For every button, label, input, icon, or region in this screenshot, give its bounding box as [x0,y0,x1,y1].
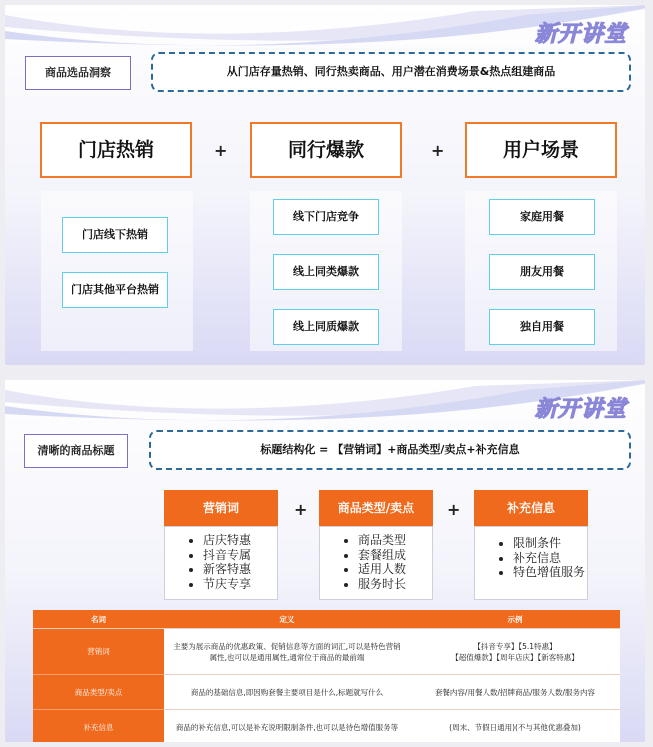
brand-logo: 新开讲堂 [534,397,627,422]
table-header-row [33,610,620,629]
example-cell: (周末、节假日通用)(不与其他优惠叠加) [410,710,620,743]
table-row [33,675,620,710]
list-item: • 补充信息 [513,551,587,566]
card-list [474,526,588,600]
section-tag: 清晰的商品标题 [24,434,128,468]
plus-sign: + [447,500,461,519]
sub-item: 门店线下热销 [62,217,168,253]
plus-sign: + [294,500,308,519]
example-line: 【超值爆款】【周年店庆】【新客特惠】 [451,652,579,662]
brand-logo: 新开讲堂 [534,22,627,47]
list-item: • 抖音专属 [203,548,277,563]
category-competitor-hit: 同行爆款 [250,122,402,178]
example-line: 【抖音专享】【5.1特惠】 [473,641,557,651]
sub-item: 线上同质爆款 [273,309,379,345]
category-store-hot: 门店热销 [40,122,192,178]
sub-item: 门店其他平台热销 [62,272,168,308]
card-header: 补充信息 [474,490,588,526]
card-list [319,526,433,600]
sub-item: 线上同类爆款 [273,254,379,290]
card-header: 商品类型/卖点 [319,490,433,526]
list-item: • 适用人数 [358,562,432,577]
list-item: • 特色增值服务 [513,565,587,580]
list-item: • 服务时长 [358,577,432,592]
list-item: • 套餐组成 [358,548,432,563]
definition-cell: 主要为展示商品的优惠政策、促销信息等方面的词汇,可以是特色营销属性,也可以是通用属性,通常位于商品的最前端 [164,629,410,675]
table-header-cell: 名词 [33,610,164,629]
card-list [164,526,278,600]
term-cell: 营销词 [33,629,164,675]
sub-item: 家庭用餐 [489,199,595,235]
definition-table [33,610,620,742]
list-item: • 店庆特惠 [203,533,277,548]
summary-banner: 标题结构化 = 【营销词】+商品类型/卖点+补充信息 [149,430,631,470]
slide-product-selection [5,5,645,365]
term-cell: 商品类型/卖点 [33,675,164,710]
plus-sign: + [431,141,445,160]
list-item: • 商品类型 [358,533,432,548]
sub-item: 线下门店竞争 [273,199,379,235]
category-user-scene: 用户场景 [465,122,617,178]
sub-item: 独自用餐 [489,309,595,345]
list-item: • 限制条件 [513,536,587,551]
table-row [33,710,620,743]
column-background [41,191,193,351]
definition-cell: 商品的补充信息,可以是补充说明限制条件,也可以是待色增值服务等 [164,710,410,743]
example-cell [410,629,620,675]
list-item: • 新客特惠 [203,562,277,577]
table-header-cell: 定义 [164,610,410,629]
plus-sign: + [214,141,228,160]
definition-cell: 商品的基础信息,即因购套餐主要项目是什么,标题就写什么 [164,675,410,710]
table-row [33,629,620,675]
table-header-cell: 示例 [410,610,620,629]
term-cell: 补充信息 [33,710,164,743]
section-tag: 商品选品洞察 [25,56,131,90]
example-cell: 套餐内容/用餐人数/招牌商品/服务人数/服务内容 [410,675,620,710]
summary-banner: 从门店存量热销、同行热卖商品、用户潜在消费场景&热点组建商品 [151,52,631,92]
card-header: 营销词 [164,490,278,526]
slide-product-title [5,380,645,742]
sub-item: 朋友用餐 [489,254,595,290]
list-item: • 节庆专享 [203,577,277,592]
